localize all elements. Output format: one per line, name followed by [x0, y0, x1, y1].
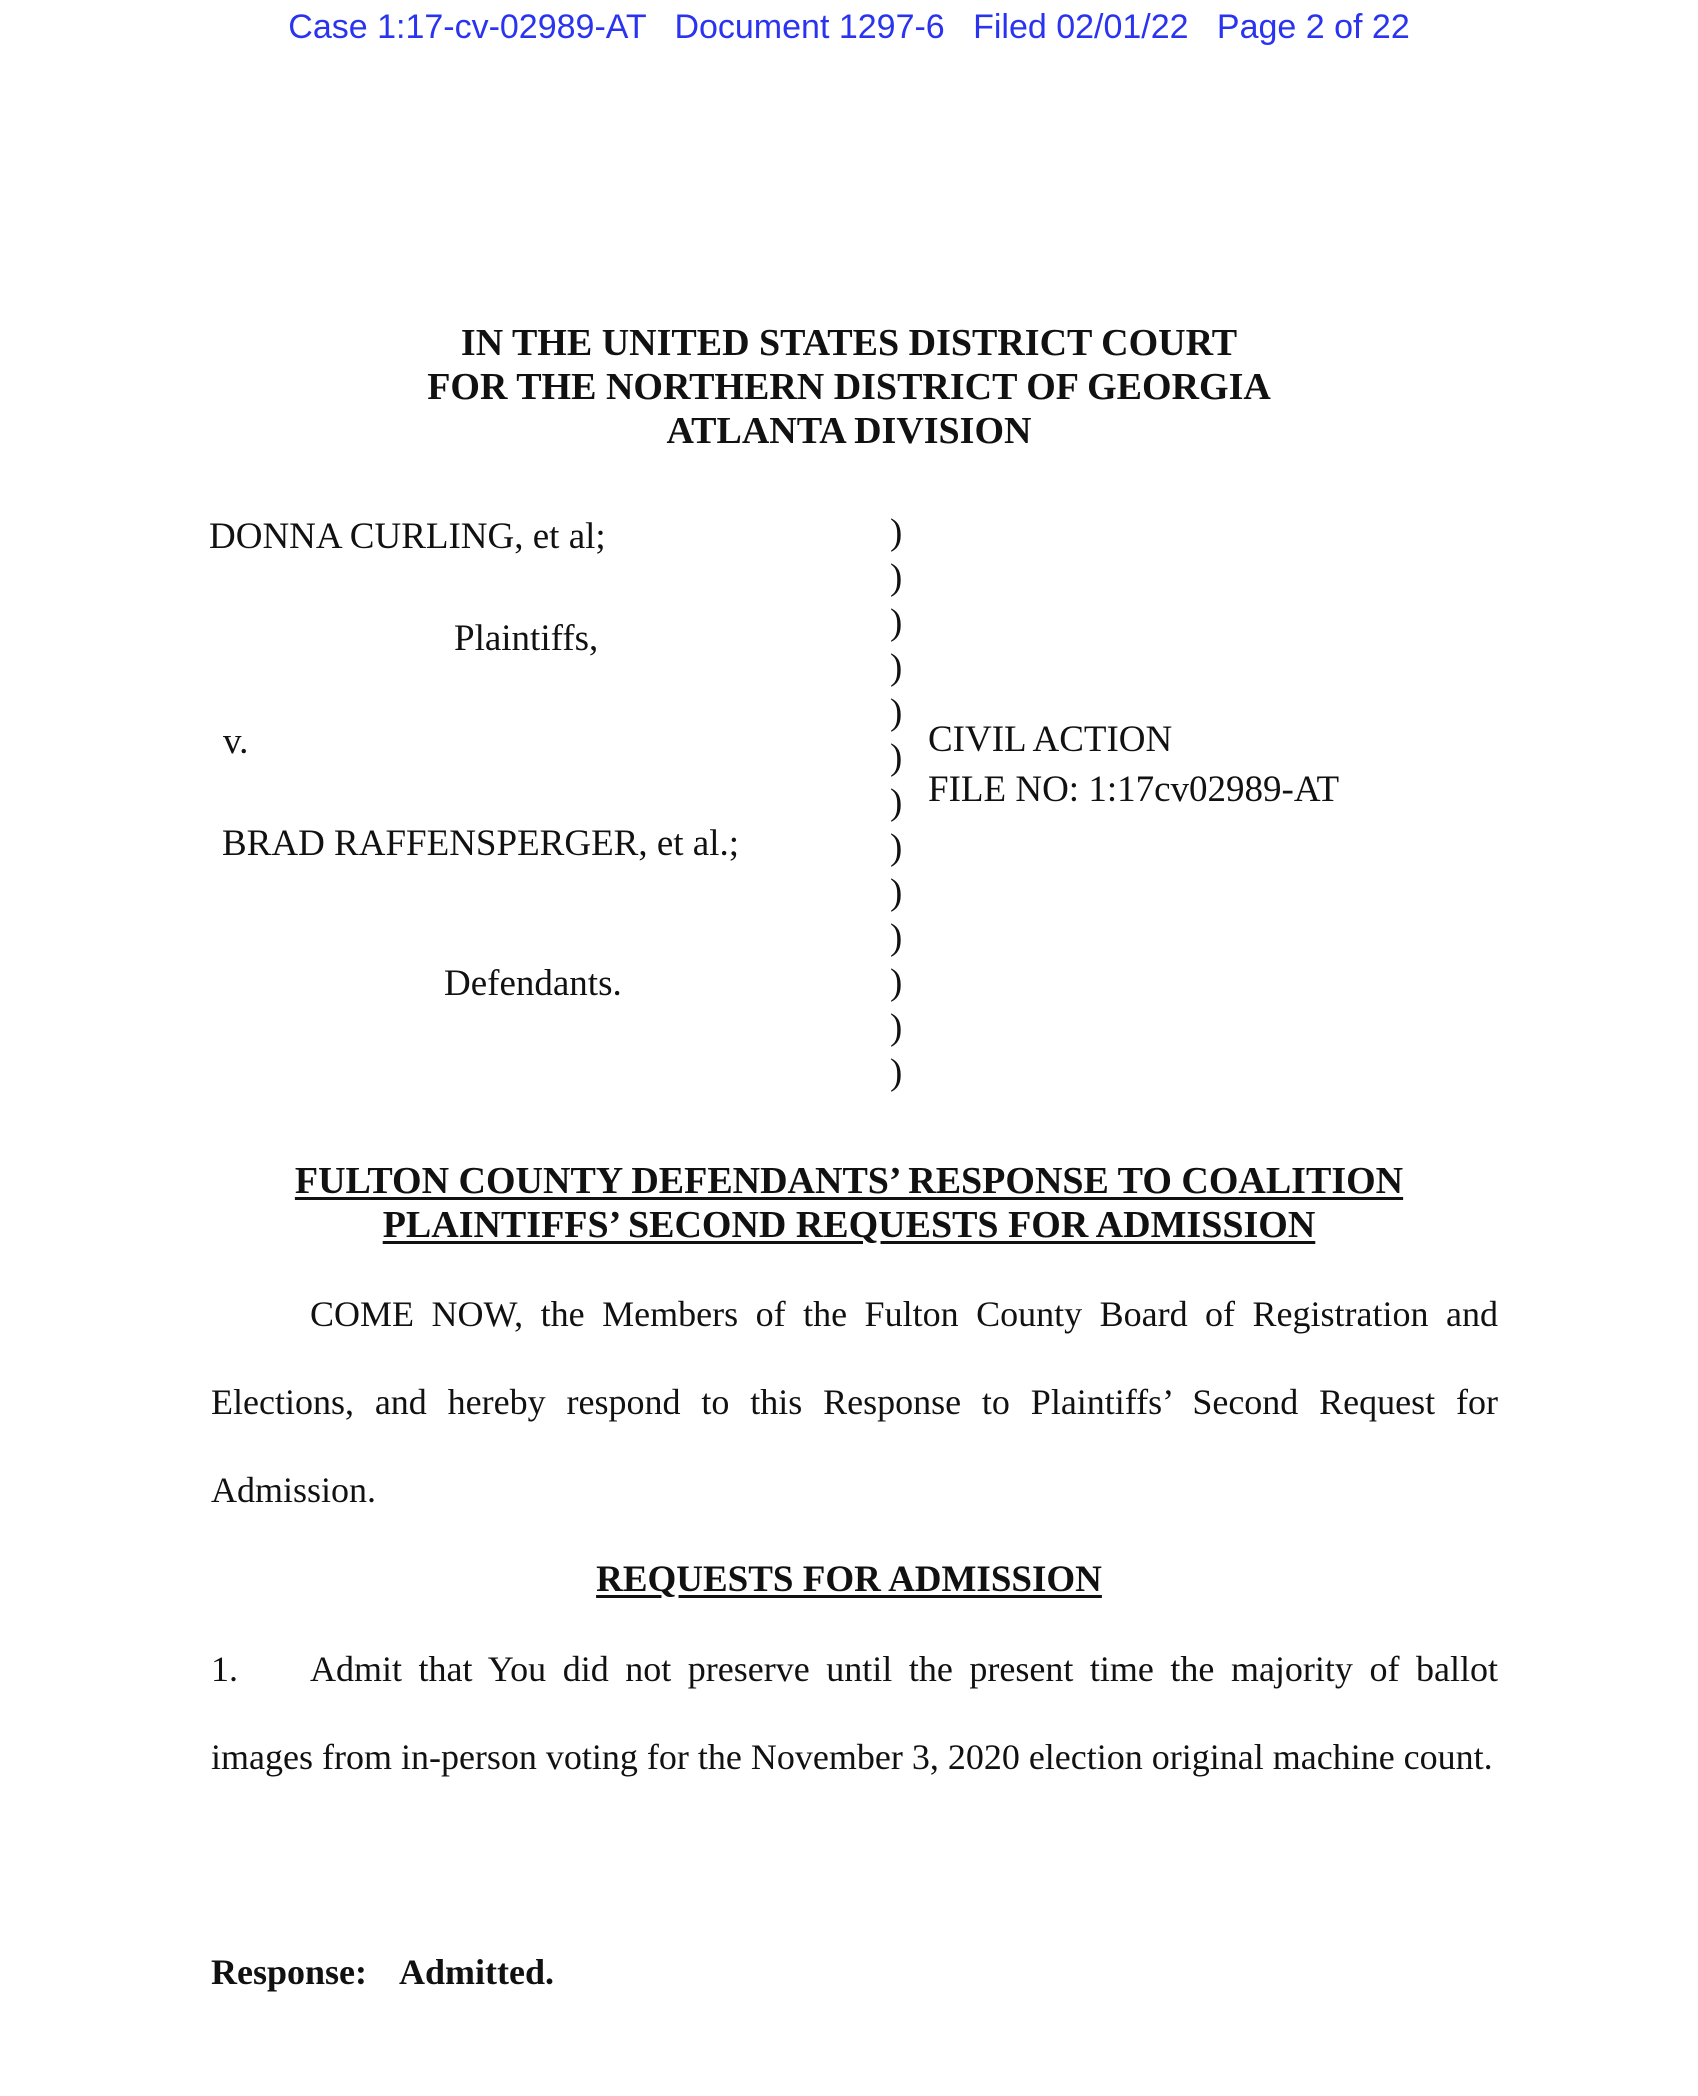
caption-paren: ) — [890, 1052, 903, 1093]
response-value: Admitted. — [399, 1952, 555, 1992]
plaintiff-name: DONNA CURLING, et al; — [209, 516, 606, 557]
defendant-name: BRAD RAFFENSPERGER, et al.; — [222, 823, 740, 864]
document-title-line-1: FULTON COUNTY DEFENDANTS’ RESPONSE TO COALITION — [294, 1160, 1404, 1202]
document-title-line-2: PLAINTIFFS’ SECOND REQUESTS FOR ADMISSION — [382, 1204, 1316, 1246]
defendant-role: Defendants. — [444, 963, 622, 1004]
caption-paren: ) — [890, 737, 903, 778]
request-number: 1. — [211, 1649, 238, 1689]
court-division: ATLANTA DIVISION — [666, 410, 1032, 452]
document-number: Document 1297-6 — [674, 8, 945, 46]
response-label: Response: — [211, 1952, 368, 1992]
caption-paren: ) — [890, 872, 903, 913]
page-indicator: Page 2 of 22 — [1216, 8, 1410, 46]
plaintiff-role: Plaintiffs, — [454, 618, 599, 659]
caption-paren: ) — [890, 647, 903, 688]
request-response — [211, 1950, 554, 1994]
request-text: Admit that You did not preserve until the present time the majority of ballot images from in-person voting for the November 3, 2020 election original machine count. — [211, 1649, 1498, 1777]
court-name-line-1: IN THE UNITED STATES DISTRICT COURT — [460, 322, 1238, 364]
caption-paren: ) — [890, 1007, 903, 1048]
civil-action-label: CIVIL ACTION — [928, 719, 1173, 760]
versus-label: v. — [223, 721, 249, 762]
file-number: FILE NO: 1:17cv02989-AT — [928, 769, 1340, 810]
court-name-line-2: FOR THE NORTHERN DISTRICT OF GEORGIA — [427, 366, 1271, 408]
intro-paragraph: COME NOW, the Members of the Fulton County Board of Registration and Elections, and hereby respond to this Response to Plaintiffs’ Second Request for Admission. — [211, 1294, 1498, 1510]
caption-paren: ) — [890, 557, 903, 598]
caption-paren: ) — [890, 827, 903, 868]
caption-paren: ) — [890, 602, 903, 643]
caption-paren: ) — [890, 782, 903, 823]
caption-paren: ) — [890, 692, 903, 733]
request-item — [211, 1625, 1498, 1801]
caption-paren: ) — [890, 512, 903, 553]
section-heading: REQUESTS FOR ADMISSION — [596, 1559, 1102, 1600]
court-filing-stamp — [279, 8, 1419, 47]
caption-paren: ) — [890, 917, 903, 958]
filed-date: Filed 02/01/22 — [973, 8, 1189, 46]
case-number: Case 1:17-cv-02989-AT — [288, 8, 647, 46]
caption-paren: ) — [890, 962, 903, 1003]
